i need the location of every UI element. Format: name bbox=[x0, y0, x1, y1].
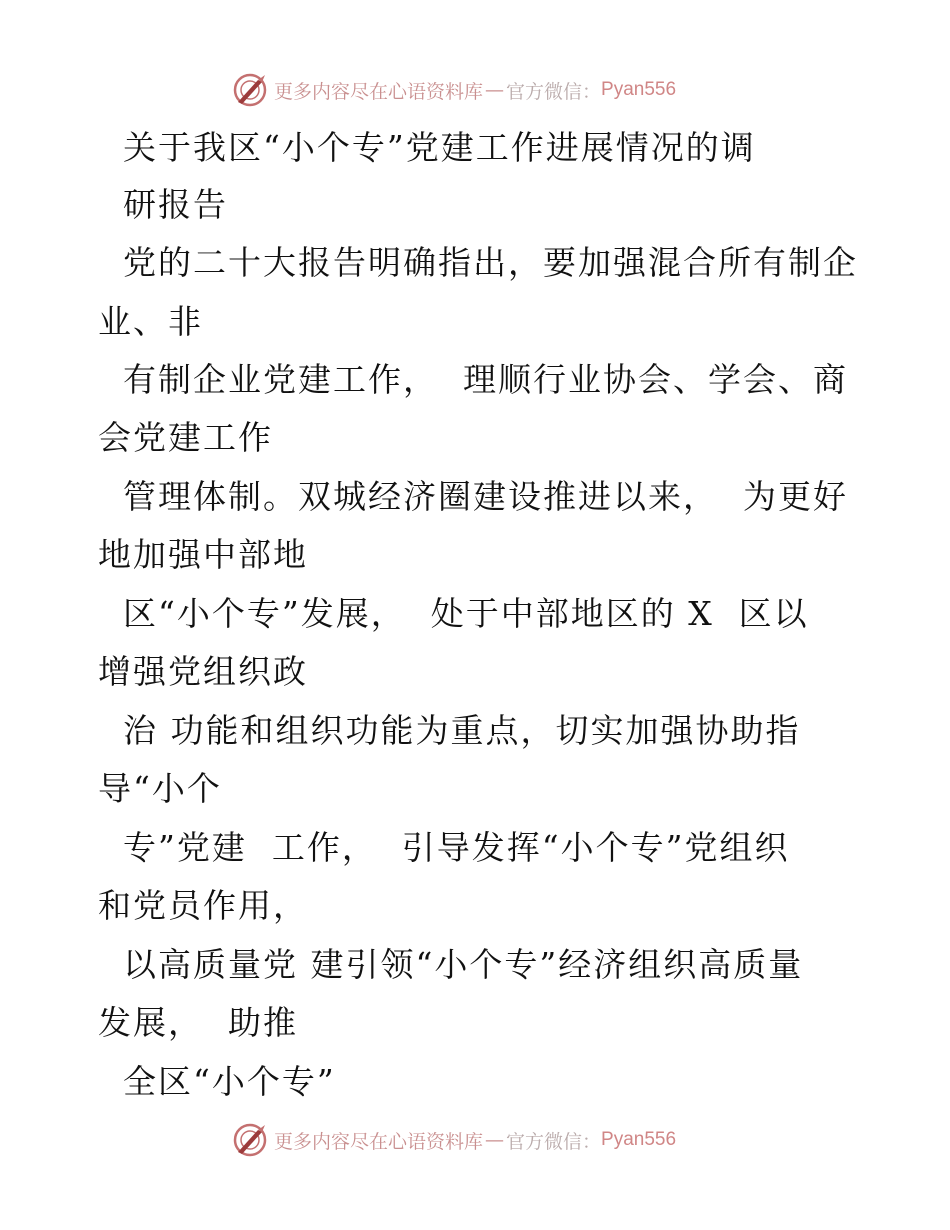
text-line: 治 功能和组织功能为重点，切实加强协助指 bbox=[98, 711, 801, 750]
watermark-wechat-label: 官方微信： bbox=[506, 80, 602, 103]
text-line: 管理体制。双城经济圈建设推进以来， 为更好 bbox=[98, 477, 848, 516]
watermark-wechat-label: 官方微信： bbox=[506, 1130, 602, 1153]
text-line: 地加强中部地 bbox=[98, 535, 308, 574]
text-line: 导“小个 bbox=[98, 769, 222, 808]
text-line: 业、非 bbox=[98, 302, 203, 341]
watermark-brand-text: 更多内容尽在心语资料库 bbox=[274, 80, 484, 103]
watermark-separator: — bbox=[485, 1129, 505, 1151]
text-line: 区“小个专”发展， 处于中部地区的 X 区以 bbox=[98, 594, 809, 633]
text-line: 会党建工作 bbox=[98, 418, 273, 457]
text-line: 增强党组织政 bbox=[98, 652, 308, 691]
text-line: 党的二十大报告明确指出，要加强混合所有制企 bbox=[98, 243, 858, 282]
text-line: 有制企业党建工作， 理顺行业协会、学会、商 bbox=[98, 360, 848, 399]
watermark-wechat-id: Pyan556 bbox=[601, 79, 677, 100]
quill-logo-icon bbox=[232, 1122, 268, 1158]
text-line: 和党员作用， bbox=[98, 886, 308, 925]
quill-logo-icon bbox=[232, 72, 268, 108]
header-watermark bbox=[232, 70, 676, 110]
footer-watermark bbox=[232, 1120, 676, 1160]
text-line: 以高质量党 建引领“小个专”经济组织高质量 bbox=[98, 945, 804, 984]
watermark-wechat-id: Pyan556 bbox=[601, 1129, 677, 1150]
watermark-separator: — bbox=[485, 79, 505, 101]
text-line: 专”党建 工作， 引导发挥“小个专”党组织 bbox=[98, 828, 790, 867]
text-line: 发展， 助推 bbox=[98, 1003, 298, 1042]
text-line: 全区“小个专” bbox=[98, 1062, 336, 1101]
text-line: 关于我区“小个专”党建工作进展情况的调 bbox=[98, 128, 756, 167]
watermark-brand-text: 更多内容尽在心语资料库 bbox=[274, 1130, 484, 1153]
text-line: 研报告 bbox=[98, 185, 228, 224]
